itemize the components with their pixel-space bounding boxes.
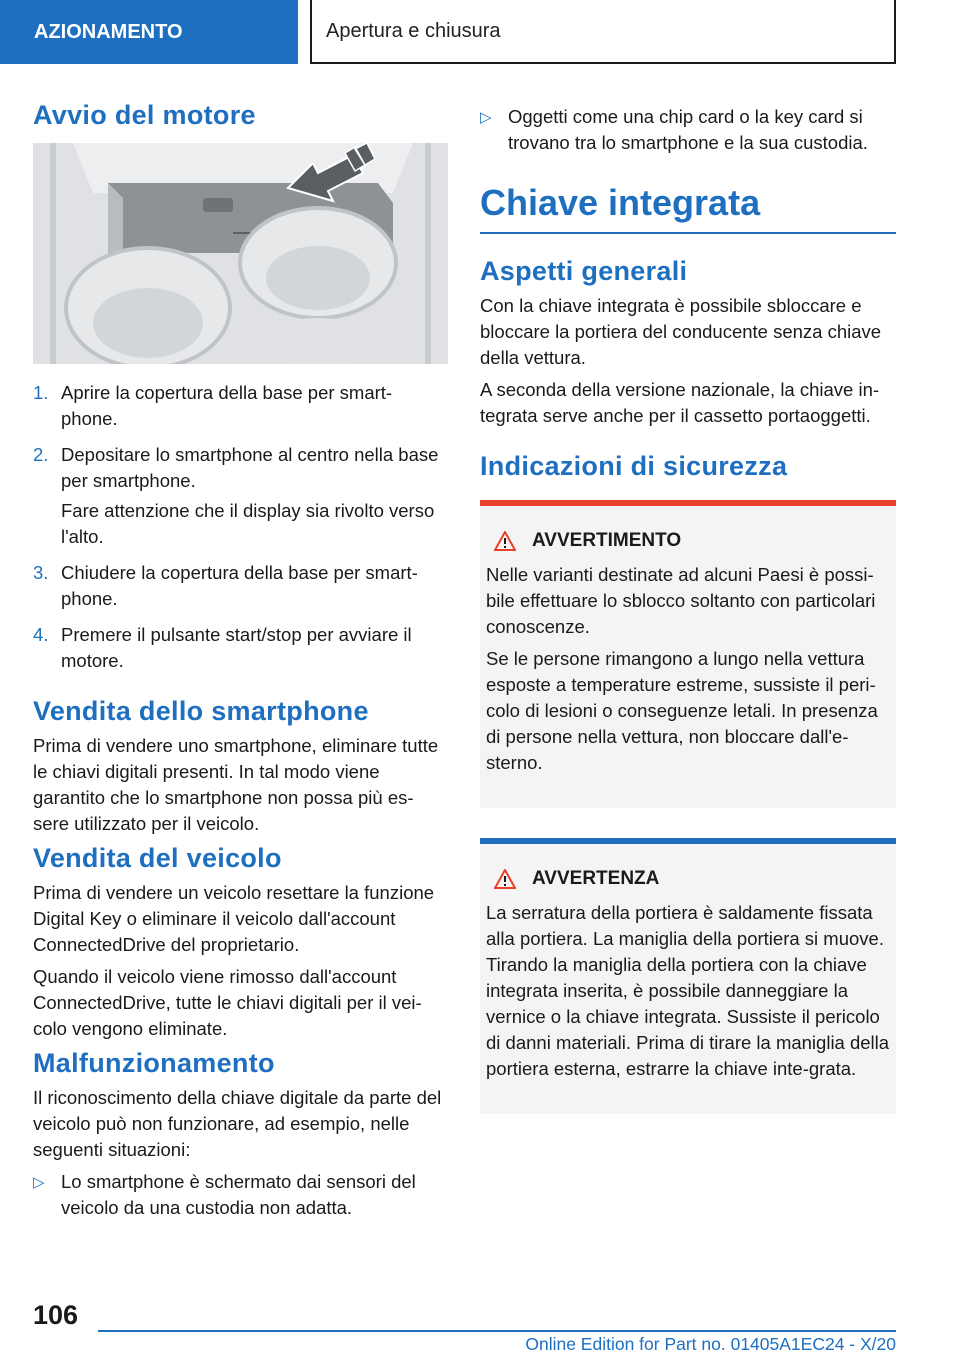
chapter-header	[310, 0, 896, 64]
sell-vehicle-heading: Vendita del veicolo	[33, 843, 282, 873]
warning-triangle-icon	[494, 531, 516, 551]
general-heading: Aspetti generali	[480, 256, 688, 286]
section-tab	[0, 0, 298, 64]
sell-vehicle-text: Quando il veicolo viene rimosso dall'account ConnectedDrive, tutte le chiavi digitali per il vei-colo vengono eliminate.	[33, 966, 422, 1039]
safety-heading: Indicazioni di sicurezza	[480, 451, 788, 481]
warning-text: Nelle varianti destinate ad alcuni Paesi è possi-bile effettuare lo sblocco soltanto con particolari conoscenze.	[486, 564, 876, 637]
malfunction-bullets	[33, 1169, 448, 1221]
caution-text: La serratura della portiera è saldamente fissata alla portiera. La maniglia della portiera si muove. Tirando la maniglia della portiera con la chiave integrata inserita, è possibile danneggiare la vernice o la chiave integrata. Sussiste il pericolo di danni materiali. Prima di tirare la maniglia della portiera esterna, estrarre la chiave inte-grata.	[486, 902, 890, 1079]
malfunction-bullets-continued	[480, 104, 896, 156]
footer-divider	[98, 1330, 896, 1332]
general-text: Con la chiave integrata è possibile sbloccare e bloccare la portiera del conducente senza chiave della vettura.	[480, 295, 882, 368]
caution-box	[480, 838, 896, 1114]
step-text: Chiudere la copertura della base per smart-phone.	[61, 562, 418, 609]
bullet-text: Lo smartphone è schermato dai sensori del veicolo da una custodia non adatta.	[61, 1171, 416, 1218]
list-item	[33, 1169, 448, 1221]
sell-phone-heading: Vendita dello smartphone	[33, 696, 369, 726]
warning-label: AVVERTIMENTO	[532, 530, 682, 551]
step-text: Depositare lo smartphone al centro nella base per smartphone.	[61, 444, 439, 491]
step-item	[33, 560, 448, 616]
sell-vehicle-text: Prima di vendere un veicolo resettare la funzione Digital Key o eliminare il veicolo dall'account ConnectedDrive del proprietario.	[33, 882, 435, 955]
footer-edition: Online Edition for Part no. 01405A1EC24 - X/20	[525, 1334, 896, 1354]
start-steps-list	[33, 380, 448, 678]
left-column	[33, 100, 448, 1227]
step-number: 4.	[33, 624, 49, 645]
right-column	[480, 100, 896, 1114]
section-label: AZIONAMENTO	[34, 20, 183, 43]
triangle-bullet-icon: ▷	[33, 1174, 45, 1191]
integrated-key-heading: Chiave integrata	[480, 182, 896, 234]
page-number: 106	[33, 1300, 79, 1330]
general-text: A seconda della versione nazionale, la chiave in-tegrata serve anche per il cassetto portaoggetti.	[480, 379, 880, 426]
start-engine-heading: Avvio del motore	[33, 100, 256, 130]
step-number: 1.	[33, 382, 49, 403]
chapter-title: Apertura e chiusura	[326, 19, 501, 42]
step-item	[33, 442, 448, 554]
list-item	[480, 104, 896, 156]
step-number: 3.	[33, 562, 49, 583]
caution-triangle-icon	[494, 869, 516, 889]
step-note: Fare attenzione che il display sia rivolto verso l'alto.	[61, 500, 435, 547]
step-item	[33, 622, 448, 678]
malfunction-heading: Malfunzionamento	[33, 1048, 275, 1078]
caution-label: AVVERTENZA	[532, 868, 660, 889]
step-text: Aprire la copertura della base per smart-phone.	[61, 382, 393, 429]
warning-box	[480, 500, 896, 808]
triangle-bullet-icon: ▷	[480, 109, 492, 126]
warning-text: Se le persone rimangono a lungo nella vettura esposte a temperature estreme, sussiste il peri-colo di lesioni o conseguenze letali. In presenza di persone nella vettura, non bloccare dall'e-sterno.	[486, 648, 878, 773]
sell-phone-text: Prima di vendere uno smartphone, eliminare tutte le chiavi digitali presenti. In tal modo viene garantito che lo smartphone non possa più es-sere utilizzato per il veicolo.	[33, 735, 439, 834]
bullet-text: Oggetti come una chip card o la key card si trovano tra lo smartphone e la sua custodia.	[508, 106, 868, 153]
step-number: 2.	[33, 444, 49, 465]
smartphone-tray-illustration	[33, 143, 448, 364]
malfunction-text: Il riconoscimento della chiave digitale da parte del veicolo può non funzionare, ad esempio, nelle seguenti situazioni:	[33, 1087, 442, 1160]
step-item	[33, 380, 448, 436]
step-text: Premere il pulsante start/stop per avviare il motore.	[61, 624, 412, 671]
